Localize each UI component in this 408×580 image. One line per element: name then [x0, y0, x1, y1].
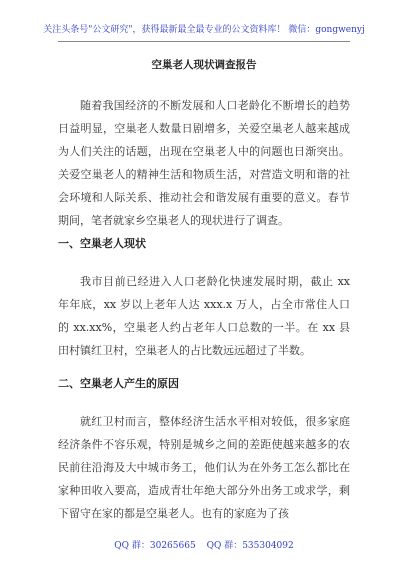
section-heading-status: 一、空巢老人现状 [58, 237, 146, 250]
section-heading-causes: 二、空巢老人产生的原因 [58, 377, 179, 390]
footer-qq-group-1[interactable]: QQ 群：30265665 [114, 541, 196, 551]
document-title: 空巢老人现状调查报告 [151, 59, 257, 71]
header-banner[interactable]: 关注头条号"公文研究"，获得最新最全最专业的公文资料库！ 微信：gongwenyj [43, 25, 365, 35]
section-status-paragraph: 我市目前已经进入人口老龄化快速发展时期，截止 xx 年年底，xx 岁以上老年人达 xxx.x 万人，占全市常住人口的 xx.xx%，空巢老人约占老年人口总数的一半。在 xx 县田村镇红卫村，空巢老人的占比数远远超过了半数。 [58, 275, 350, 357]
footer-qq-groups [0, 540, 408, 552]
footer-qq-group-2[interactable]: QQ 群：535304092 [206, 541, 294, 551]
section-causes-paragraph: 就红卫村而言，整体经济生活水平相对较低，很多家庭经济条件不容乐观，特别是城乡之间的差距使越来越多的农民前往沿海及大中城市务工，他们认为在外务工怎么都比在家种田收入要高，造成青壮年绝大部分外出务工或求学，剩下留守在家的都是空巢老人。也有的家庭为了孩 [58, 415, 350, 520]
intro-paragraph: 随着我国经济的不断发展和人口老龄化不断增长的趋势日益明显，空巢老人数量日剧增多，关爱空巢老人越来越成为人们关注的话题，出现在空巢老人中的问题也日渐突出。关爱空巢老人的精神生活和物质生活，对营造文明和谐的社会环境和人际关系、推动社会和谐发展有重要的意义。春节期间，笔者就家乡空巢老人的现状进行了调查。 [58, 99, 350, 227]
header-divider [58, 41, 350, 42]
